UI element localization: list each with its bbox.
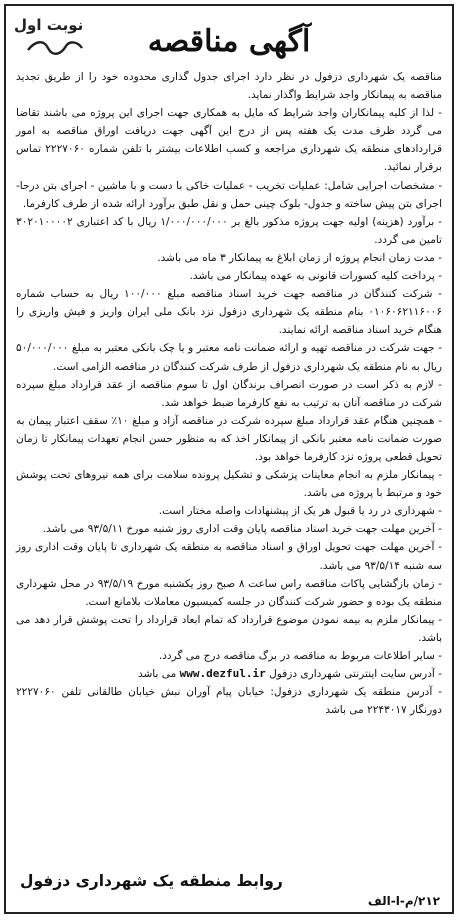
notice-header (6, 6, 452, 68)
notice-item: - پیمانکار ملزم به انجام معاینات پزشکی و تشکیل پرونده سلامت برای همه نیروهای تحت پوشش خود و مرتبط با پروژه می باشد. (16, 466, 442, 502)
notice-item: - پرداخت کلیه کسورات قانونی به عهده پیمانکار می باشد. (16, 267, 442, 285)
notice-footer (6, 848, 452, 912)
notice-body (6, 68, 452, 719)
intro-paragraph: مناقصه یک شهرداری دزفول در نظر دارد اجرای جدول گذاری محدوده خود را از طریق تجدید مناقصه به پیمانکار واجد شرایط واگذار نماید. (16, 71, 442, 102)
notice-item: - سایر اطلاعات مربوط به مناقصه در برگ مناقصه درج می گردد. (16, 647, 442, 665)
round-label: نوبت اول (14, 16, 84, 34)
notice-frame (4, 4, 454, 914)
website-suffix: می باشد (137, 668, 177, 681)
notice-item: - آخرین مهلت جهت تحویل اوراق و اسناد مناقصه به منطقه یک شهرداری تا پایان وقت اداری روز سه شنبه ۹۳/۵/۱۴ می باشد. (16, 538, 442, 574)
notice-item: - مشخصات اجرایی شامل: عملیات تخریب - عملیات خاکی با دست و با ماشین - اجرای بتن درجا- اجرای بتن پیش ساخته و جدول- بلوک چینی حمل و نقل طبق برآورد ارائه شده از طرف کارفرما. (16, 177, 442, 213)
website-line (16, 665, 442, 683)
notice-item: - لذا از کلیه پیمانکاران واجد شرایط که مایل به همکاری جهت اجرای این پروژه می باشند تقاضا می گردد ظرف مدت یک هفته پس از درج این آگهی جهت دریافت اوراق مناقصه به امور قراردادهای منطقه یک شهرداری مراجعه و کسب اطلاعات بیشتر با تلفن شماره ۲۲۲۷۰۶۰ تماس برقرار نمائید. (16, 104, 442, 176)
notice-item: - مدت زمان انجام پروژه از زمان ابلاغ به پیمانکار ۳ ماه می باشد. (16, 249, 442, 267)
notice-item: - آخرین مهلت جهت خرید اسناد مناقصه پایان وقت اداری روز شنبه مورخ ۹۳/۵/۱۱ می باشد. (16, 520, 442, 538)
notice-item: - لازم به ذکر است در صورت انصراف برندگان اول تا سوم مناقصه از عقد قرارداد مبلغ سپرده شرکت در مناقصه آنان به ترتیب به نفع کارفرما ضبط خواهد شد. (16, 376, 442, 412)
notice-code: ۲۱۲/م-ا-الف (367, 894, 440, 908)
notice-item: - همچنین هنگام عقد قرارداد مبلغ سپرده شرکت در مناقصه آزاد و مبلغ ۱۰٪ سقف اعتبار پیمان به صورت ضمانت نامه معتبر بانکی از پیمانکار اخذ که به منظور حسن انجام تعهدات پیمانکار تا زمان تحویل قطعی پروژه نزد کارفرما خواهد بود. (16, 412, 442, 466)
website-prefix: آدرس سایت اینترنتی شهرداری دزفول (269, 668, 435, 681)
notice-item: - پیمانکار ملزم به بیمه نمودن موضوع قرارداد که تمام ابعاد قرارداد را تحت پوشش قرار دهد می باشد. (16, 611, 442, 647)
notice-item: - شرکت کنندگان در مناقصه جهت خرید اسناد مناقصه مبلغ ۱۰۰/۰۰۰ ریال به حساب شماره ۰۱۰۶۰۶۲۱۱۶۰۰۶ بنام منطقه یک شهرداری دزفول نزد بانک ملی ایران واریز و فیش واریزی را هنگام خرید اسناد مناقصه ارائه نمایند. (16, 285, 442, 339)
notice-item: - جهت شرکت در مناقصه تهیه و ارائه ضمانت نامه معتبر و یا چک بانکی معتبر به مبلغ ۵۰/۰۰۰/۰۰۰ ریال به نام منطقه یک شهرداری دزفول از طرف شرکت کنندگان در مناقصه الزامی است. (16, 339, 442, 375)
website-link[interactable]: www.dezful.ir (179, 667, 266, 681)
notice-item: - شهرداری در رد یا قبول هر یک از پیشنهادات واصله مختار است. (16, 502, 442, 520)
notice-item: - زمان بازگشایی پاکات مناقصه راس ساعت ۸ صبح روز یکشنبه مورخ ۹۳/۵/۱۹ در محل شهرداری منطقه یک بوده و حضور شرکت کنندگان در جلسه کمیسیون معاملات بلامانع است. (16, 575, 442, 611)
notice-item: - برآورد (هزینه) اولیه جهت پروژه مذکور بالغ بر ۱/۰۰۰/۰۰۰/۰۰۰ ریال با کد اعتباری ۳۰۲۰۱۰۰۰۰۲ تامین می گردد. (16, 213, 442, 249)
address-line: - آدرس منطقه یک شهرداری دزفول: خیابان پیام آوران نبش خیابان طالقانی تلفن ۲۲۲۷۰۶۰ دورنگار ۲۲۴۳۰۱۷ می باشد (16, 683, 442, 719)
page-title: آگهی مناقصه (147, 24, 311, 59)
publisher-name: روابط منطقه یک شهرداری دزفول (20, 872, 283, 890)
